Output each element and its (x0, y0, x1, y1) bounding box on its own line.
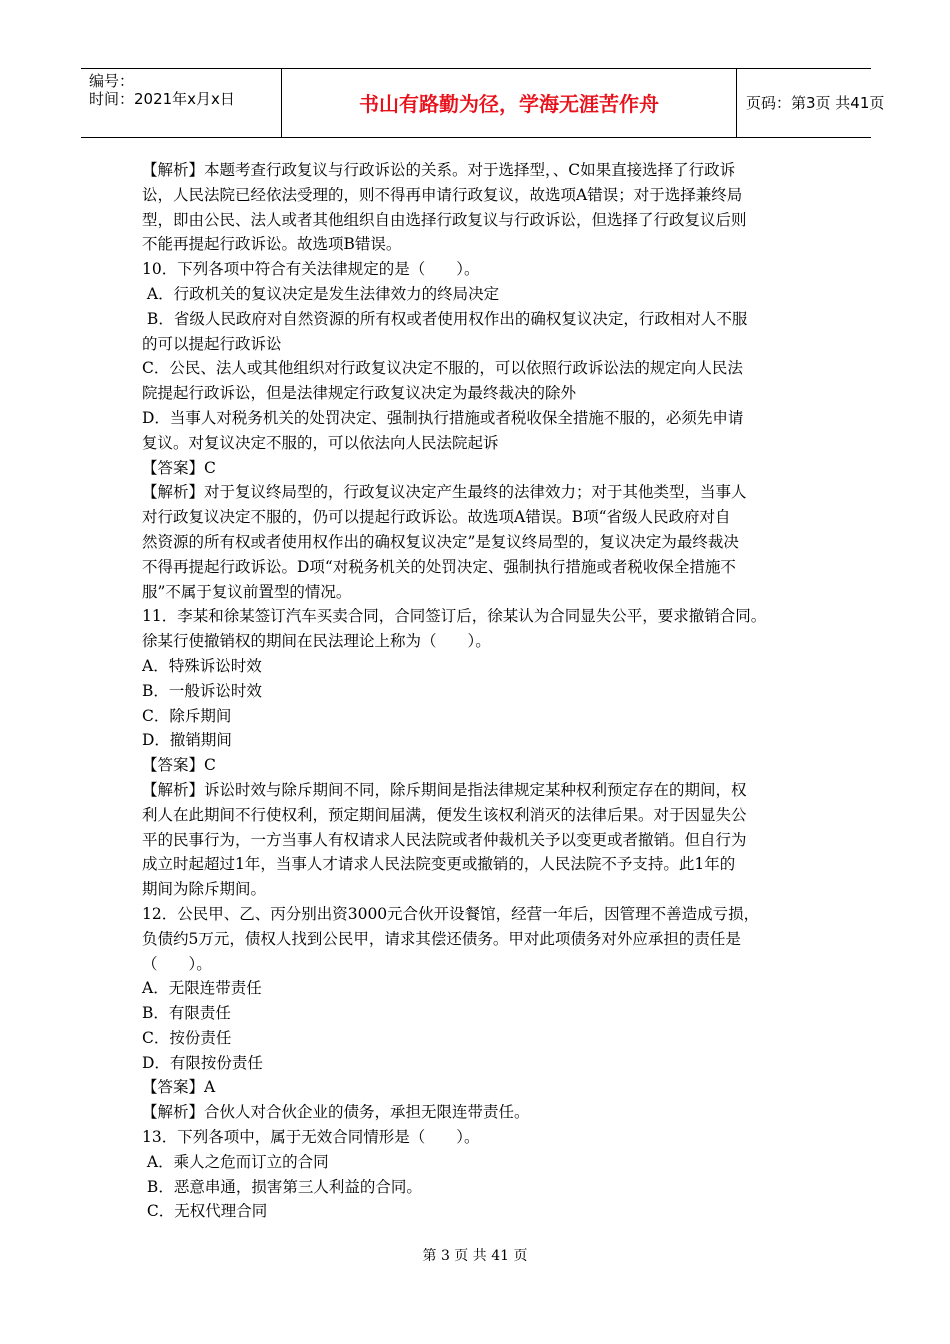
text-line: C．无权代理合同 (142, 1202, 268, 1221)
text-line: B．一般诉讼时效 (142, 681, 262, 700)
text-line: C．公民、法人或其他组织对行政复议决定不服的，可以依照行政诉讼法的规定向人民法 (142, 359, 743, 378)
text-line: A．行政机关的复议决定是发生法律效力的终局决定 (142, 284, 500, 303)
text-line: A．特殊诉讼时效 (142, 656, 262, 675)
text-line: 服”不属于复议前置型的情况。 (142, 582, 352, 601)
document-date: 时间：2021年x月x日 (89, 90, 235, 108)
text-line: 成立时起超过1年，当事人才请求人民法院变更或撤销的，人民法院不予支持。此1年的 (142, 855, 736, 874)
text-line: A．无限连带责任 (142, 979, 262, 998)
text-line: 对行政复议决定不服的，仍可以提起行政诉讼。故选项A错误。B项“省级人民政府对自 (142, 508, 731, 527)
text-line: 【答案】C (142, 458, 216, 477)
document-body (142, 158, 822, 1224)
text-line: 【解析】诉讼时效与除斥期间不同，除斥期间是指法律规定某种权利预定存在的期间，权 (142, 780, 747, 799)
text-line: 的可以提起行政诉讼 (142, 334, 282, 353)
header-left-cell (81, 69, 281, 137)
text-line: 【答案】A (142, 1078, 216, 1097)
page-footer: 第 3 页 共 41 页 (422, 1248, 528, 1264)
text-line: 型，即由公民、法人或者其他组织自由选择行政复议与行政诉讼，但选择了行政复议后则 (142, 210, 747, 229)
header-page-cell (736, 69, 885, 137)
text-line: D．有限按份责任 (142, 1053, 263, 1072)
text-line: （ ）。 (142, 954, 212, 973)
text-line: A．乘人之危而订立的合同 (142, 1152, 329, 1171)
text-line: 13．下列各项中，属于无效合同情形是（ ）。 (142, 1128, 480, 1147)
text-line: 不能再提起行政诉讼。故选项B错误。 (142, 235, 402, 254)
text-line: B．有限责任 (142, 1004, 231, 1023)
text-line: C．按份责任 (142, 1028, 232, 1047)
text-line: 不得再提起行政诉讼。D项“对税务机关的处罚决定、强制执行措施或者税收保全措施不 (142, 557, 736, 576)
text-line: 【答案】C (142, 756, 216, 775)
text-line: B．省级人民政府对自然资源的所有权或者使用权作出的确权复议决定，行政相对人不服 (142, 309, 748, 328)
text-line: C．除斥期间 (142, 706, 232, 725)
text-line: 平的民事行为，一方当事人有权请求人民法院或者仲裁机关予以变更或者撤销。但自行为 (142, 830, 747, 849)
page-info: 页码：第3页 共41页 (746, 94, 885, 112)
text-line: D．撤销期间 (142, 731, 232, 750)
text-line: 【解析】本题考查行政复议与行政诉讼的关系。对于选择型，、C如果直接选择了行政诉 (142, 161, 736, 179)
text-line: 12．公民甲、乙、丙分别出资3000元合伙开设餐馆，经营一年后，因管理不善造成亏损， (142, 904, 760, 923)
page-header (81, 68, 885, 138)
text-line: 11．李某和徐某签订汽车买卖合同，合同签订后，徐某认为合同显失公平，要求撤销合同。 (142, 607, 767, 626)
text-line: 讼，人民法院已经依法受理的，则不得再申请行政复议，故选项A错误；对于选择兼终局 (142, 185, 743, 204)
document-number-label: 编号： (89, 72, 135, 90)
text-line: 利人在此期间不行使权利，预定期间届满，便发生该权利消灭的法律后果。对于因显失公 (142, 805, 747, 824)
text-line: 然资源的所有权或者使用权作出的确权复议决定”是复议终局型的，复议决定为最终裁决 (142, 532, 739, 551)
motto-text: 书山有路勤为径，学海无涯苦作舟 (359, 92, 659, 116)
text-line: 负债约5万元，债权人找到公民甲，请求其偿还债务。甲对此项债务对外应承担的责任是 (142, 929, 741, 948)
text-line: 【解析】合伙人对合伙企业的债务，承担无限连带责任。 (142, 1103, 530, 1122)
text-line: 10．下列各项中符合有关法律规定的是（ ）。 (142, 260, 480, 279)
text-line: 院提起行政诉讼，但是法律规定行政复议决定为最终裁决的除外 (142, 384, 577, 403)
text-line: B．恶意串通，损害第三人利益的合同。 (142, 1177, 422, 1196)
text-line: D．当事人对税务机关的处罚决定、强制执行措施或者税收保全措施不服的，必须先申请 (142, 408, 744, 427)
header-motto-cell (281, 69, 737, 137)
text-line: 期间为除斥期间。 (142, 880, 267, 899)
text-line: 复议。对复议决定不服的，可以依法向人民法院起诉 (142, 433, 499, 452)
text-line: 【解析】对于复议终局型的，行政复议决定产生最终的法律效力；对于其他类型，当事人 (142, 483, 747, 502)
text-line: 徐某行使撤销权的期间在民法理论上称为（ ）。 (142, 632, 491, 651)
